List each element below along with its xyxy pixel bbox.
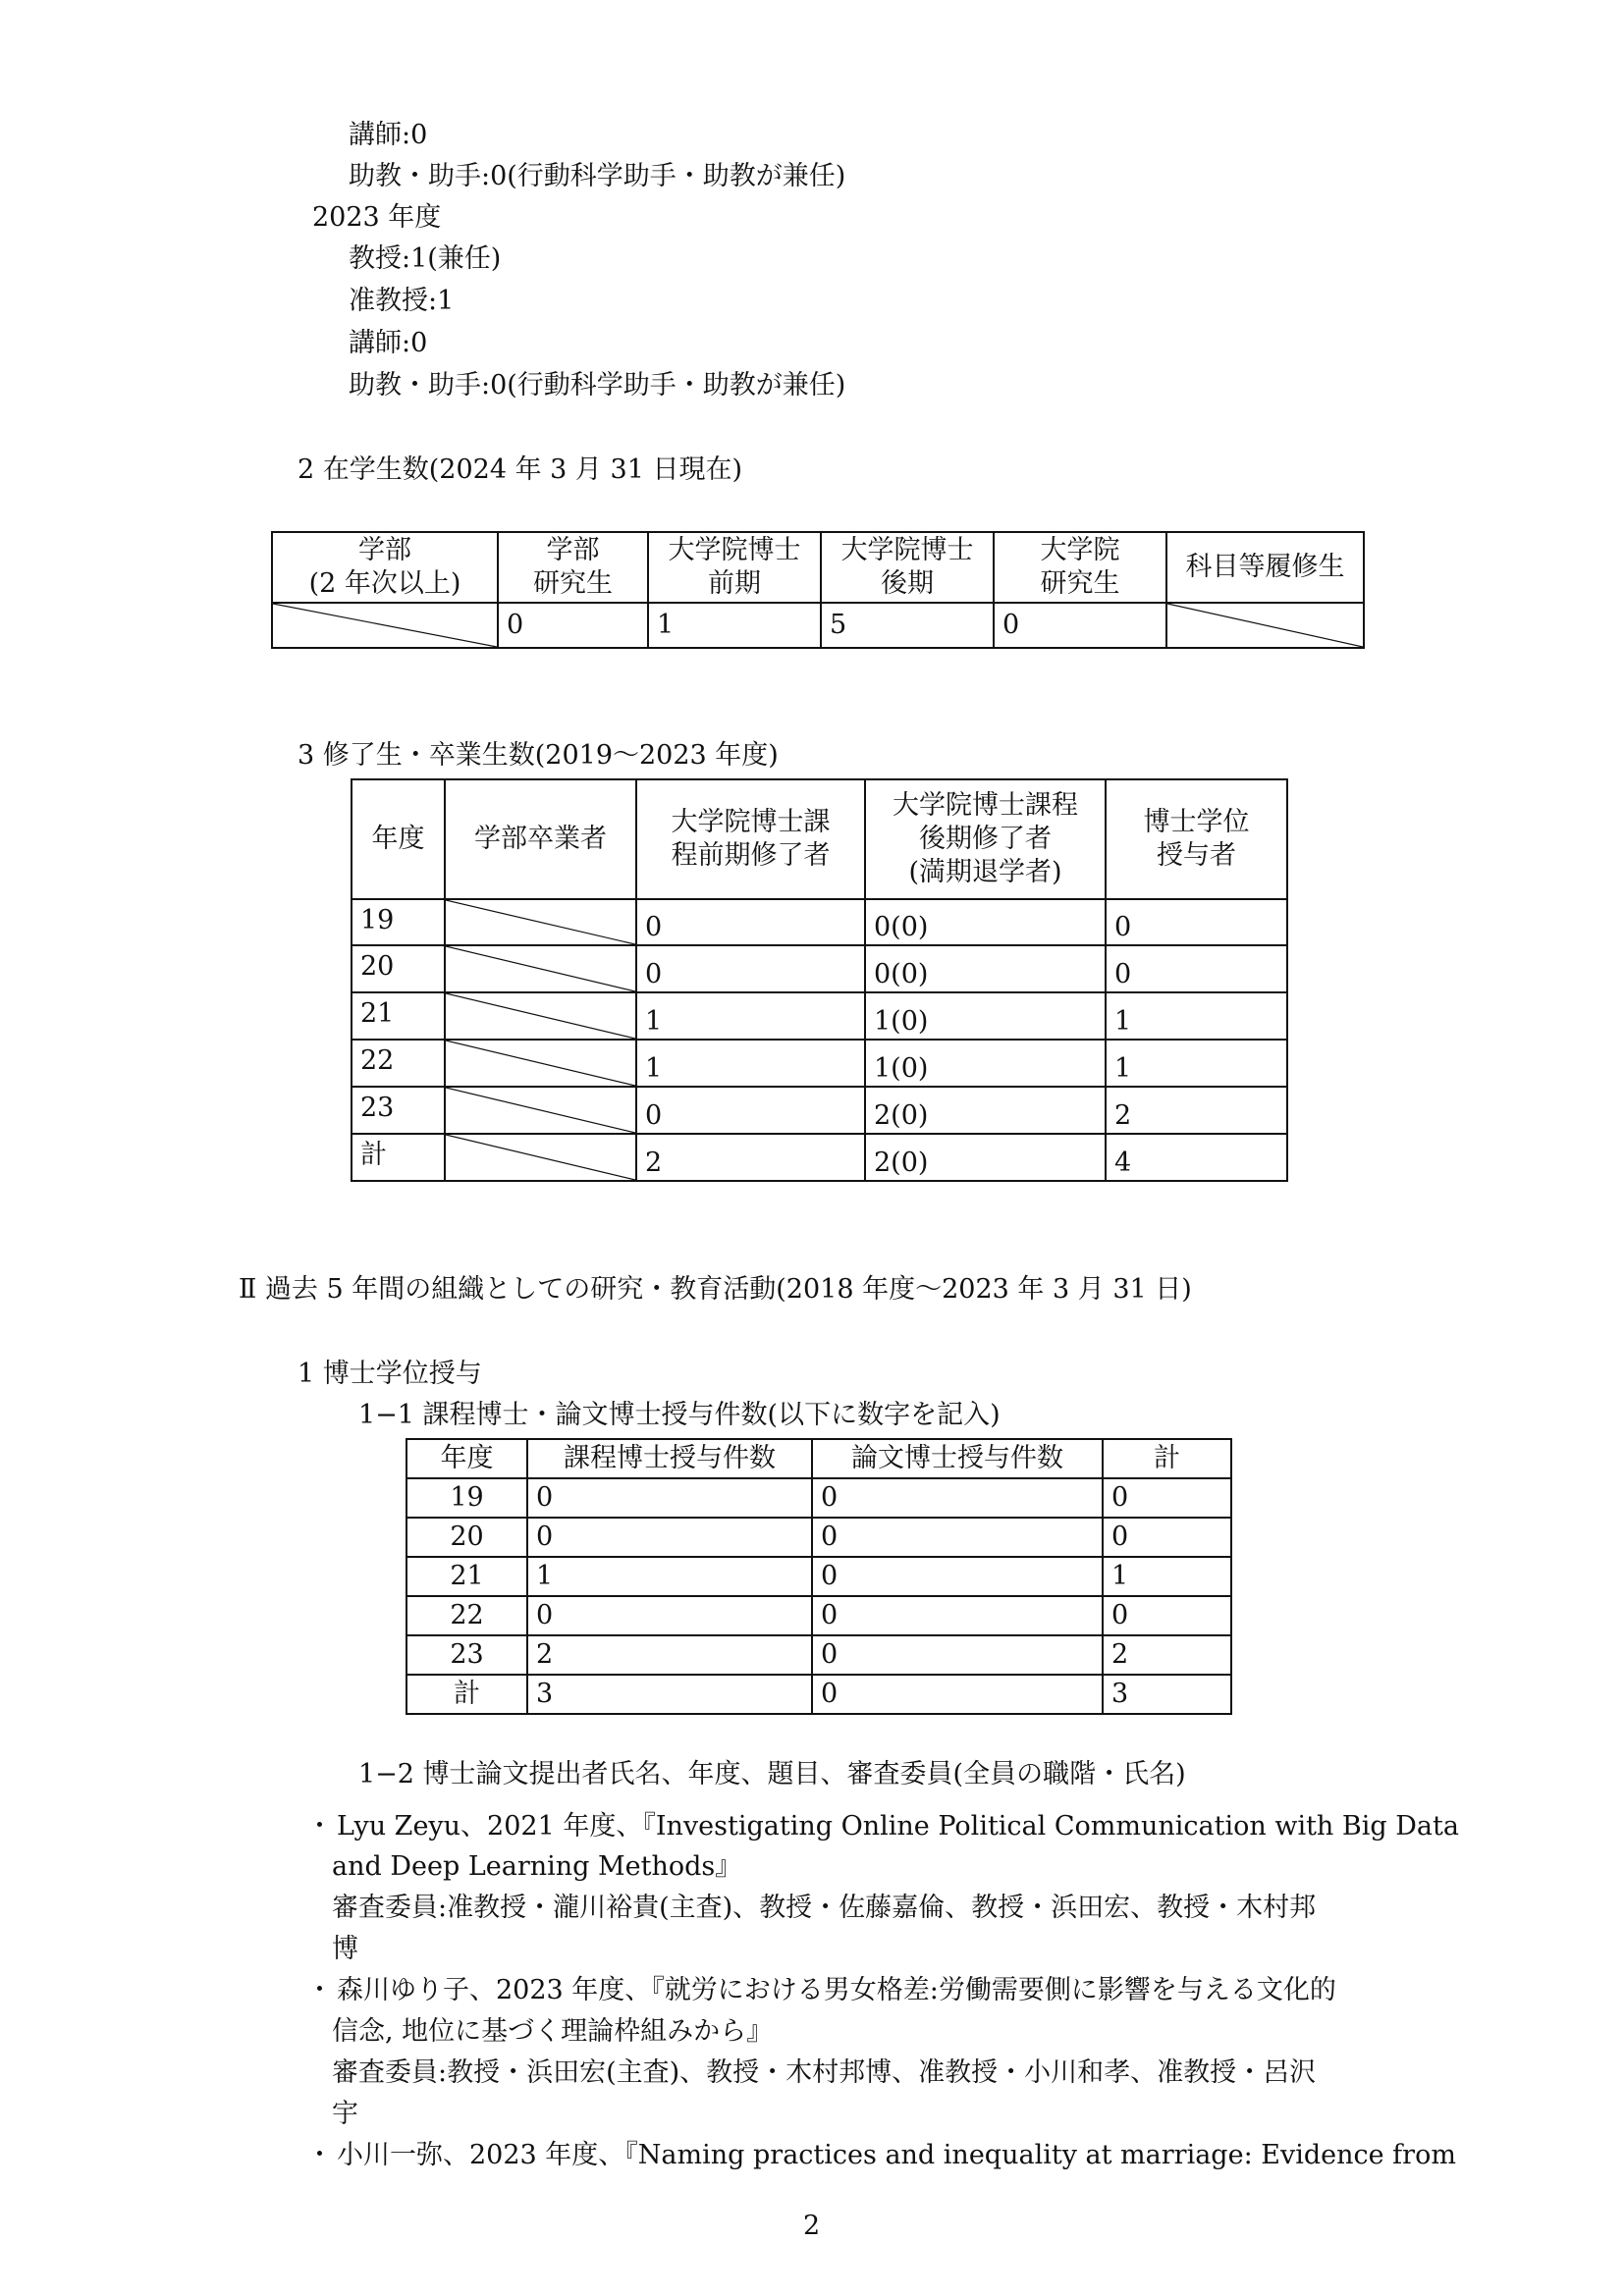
entry-line: Lyu Zeyu、2021 年度、『Investigating Online Political Communication with Big Data <box>337 1811 1459 1842</box>
table-cell: 1 <box>1106 992 1287 1040</box>
graduates-table <box>351 778 1288 1182</box>
table-cell: 0(0) <box>865 945 1106 992</box>
section-heading: 3 修了生・卒業生数(2019～2023 年度) <box>298 740 779 771</box>
year-cell: 23 <box>352 1087 445 1134</box>
table-row <box>406 1557 1231 1596</box>
table-row <box>352 992 1287 1040</box>
chapter-heading: Ⅱ 過去 5 年間の組織としての研究・教育活動(2018 年度～2023 年 3 月 31 日) <box>239 1274 1192 1305</box>
table-row <box>352 1040 1287 1087</box>
table-cell: 1(0) <box>865 992 1106 1040</box>
year-cell: 21 <box>352 992 445 1040</box>
empty-diagonal-cell <box>1166 603 1364 648</box>
empty-diagonal-cell <box>445 945 636 992</box>
table-row <box>352 899 1287 945</box>
empty-diagonal-cell <box>445 1134 636 1181</box>
header-cell: 大学院博士 前期 <box>648 532 821 603</box>
year-cell: 20 <box>352 945 445 992</box>
table-cell: 3 <box>527 1675 812 1714</box>
subsection-heading: 1−2 博士論文提出者氏名、年度、題目、審査委員(全員の職階・氏名) <box>358 1759 1186 1789</box>
degree-count-table <box>406 1438 1232 1715</box>
header-cell: 計 <box>1103 1439 1231 1478</box>
header-cell: 学部卒業者 <box>445 779 636 899</box>
staff-year-heading: 2023 年度 <box>312 202 442 233</box>
table-cell: 1 <box>636 1040 865 1087</box>
table-cell: 0 <box>994 603 1166 648</box>
empty-diagonal-cell <box>445 1040 636 1087</box>
header-cell: 博士学位 授与者 <box>1106 779 1287 899</box>
table-row <box>406 1675 1231 1714</box>
table-cell: 0 <box>1103 1596 1231 1635</box>
empty-diagonal-cell <box>445 899 636 945</box>
table-cell: 1 <box>648 603 821 648</box>
table-row <box>406 1518 1231 1557</box>
entry-line: 信念, 地位に基づく理論枠組みから』 <box>332 2016 774 2047</box>
staff-line: 教授:1(兼任) <box>349 243 502 274</box>
bullet-dot: ・ <box>306 1811 333 1842</box>
header-cell: 大学院博士課程 後期修了者 (満期退学者) <box>865 779 1106 899</box>
table-cell: 2(0) <box>865 1087 1106 1134</box>
table-cell: 1 <box>1106 1040 1287 1087</box>
staff-line: 講師:0 <box>349 120 428 150</box>
bullet-dot: ・ <box>306 1975 333 2005</box>
table-cell: 0 <box>812 1478 1103 1518</box>
table-cell: 0 <box>527 1596 812 1635</box>
year-cell: 計 <box>406 1675 527 1714</box>
subsection-heading: 1−1 課程博士・論文博士授与件数(以下に数字を記入) <box>358 1400 1001 1430</box>
entry-line: 森川ゆり子、2023 年度、『就労における男女格差:労働需要側に影響を与える文化的 <box>337 1975 1336 2005</box>
table-cell: 0 <box>527 1478 812 1518</box>
table-row <box>272 603 1364 648</box>
header-cell: 大学院 研究生 <box>994 532 1166 603</box>
year-cell: 19 <box>406 1478 527 1518</box>
header-cell: 科目等履修生 <box>1166 532 1364 603</box>
entry-line: 宇 <box>332 2099 358 2129</box>
entry-line: and Deep Learning Methods』 <box>332 1851 742 1882</box>
table-cell: 1(0) <box>865 1040 1106 1087</box>
staff-line: 助教・助手:0(行動科学助手・助教が兼任) <box>349 370 846 400</box>
table-cell: 0(0) <box>865 899 1106 945</box>
year-cell: 20 <box>406 1518 527 1557</box>
year-cell: 22 <box>406 1596 527 1635</box>
staff-line: 講師:0 <box>349 328 428 358</box>
year-cell: 22 <box>352 1040 445 1087</box>
table-row <box>406 1478 1231 1518</box>
table-cell: 0 <box>498 603 648 648</box>
table-cell: 0 <box>527 1518 812 1557</box>
table-cell: 0 <box>1106 899 1287 945</box>
table-header-row <box>352 779 1287 899</box>
staff-line: 准教授:1 <box>349 286 455 316</box>
empty-diagonal-cell <box>445 1087 636 1134</box>
table-cell: 5 <box>821 603 994 648</box>
table-cell: 0 <box>1103 1478 1231 1518</box>
section-heading: 2 在学生数(2024 年 3 月 31 日現在) <box>298 454 742 485</box>
header-cell: 大学院博士 後期 <box>821 532 994 603</box>
table-cell: 2 <box>1106 1087 1287 1134</box>
table-header-row <box>406 1439 1231 1478</box>
table-cell: 1 <box>1103 1557 1231 1596</box>
header-cell: 課程博士授与件数 <box>527 1439 812 1478</box>
table-cell: 0 <box>636 899 865 945</box>
header-cell: 大学院博士課 程前期修了者 <box>636 779 865 899</box>
table-row <box>406 1596 1231 1635</box>
year-cell: 23 <box>406 1635 527 1675</box>
header-cell: 年度 <box>406 1439 527 1478</box>
year-cell: 計 <box>352 1134 445 1181</box>
table-cell: 0 <box>1106 945 1287 992</box>
entry-line: 審査委員:准教授・瀧川裕貴(主査)、教授・佐藤嘉倫、教授・浜田宏、教授・木村邦 <box>332 1893 1317 1923</box>
entry-line: 小川一弥、2023 年度、『Naming practices and inequality at marriage: Evidence from <box>337 2140 1456 2170</box>
table-cell: 0 <box>812 1518 1103 1557</box>
table-cell: 0 <box>636 1087 865 1134</box>
header-cell: 学部 研究生 <box>498 532 648 603</box>
staff-line: 助教・助手:0(行動科学助手・助教が兼任) <box>349 161 846 191</box>
header-cell: 年度 <box>352 779 445 899</box>
table-cell: 1 <box>527 1557 812 1596</box>
table-cell: 0 <box>812 1557 1103 1596</box>
table-cell: 1 <box>636 992 865 1040</box>
header-cell: 論文博士授与件数 <box>812 1439 1103 1478</box>
table-cell: 0 <box>812 1635 1103 1675</box>
table-row <box>352 1087 1287 1134</box>
table-cell: 2 <box>1103 1635 1231 1675</box>
section-heading: 1 博士学位授与 <box>298 1359 482 1389</box>
table-header-row <box>272 532 1364 603</box>
table-cell: 2(0) <box>865 1134 1106 1181</box>
header-cell: 学部 (2 年次以上) <box>272 532 498 603</box>
table-cell: 3 <box>1103 1675 1231 1714</box>
year-cell: 19 <box>352 899 445 945</box>
table-cell: 0 <box>812 1675 1103 1714</box>
year-cell: 21 <box>406 1557 527 1596</box>
entry-line: 審査委員:教授・浜田宏(主査)、教授・木村邦博、准教授・小川和孝、准教授・呂沢 <box>332 2057 1317 2088</box>
empty-diagonal-cell <box>445 992 636 1040</box>
table-cell: 2 <box>527 1635 812 1675</box>
table-row <box>352 1134 1287 1181</box>
table-cell: 0 <box>636 945 865 992</box>
table-cell: 2 <box>636 1134 865 1181</box>
table-row <box>352 945 1287 992</box>
empty-diagonal-cell <box>272 603 498 648</box>
table-row <box>406 1635 1231 1675</box>
enrollment-table <box>271 531 1365 649</box>
page-number: 2 <box>803 2211 821 2241</box>
table-cell: 0 <box>1103 1518 1231 1557</box>
table-cell: 4 <box>1106 1134 1287 1181</box>
bullet-dot: ・ <box>306 2140 333 2170</box>
table-cell: 0 <box>812 1596 1103 1635</box>
entry-line: 博 <box>332 1934 358 1964</box>
